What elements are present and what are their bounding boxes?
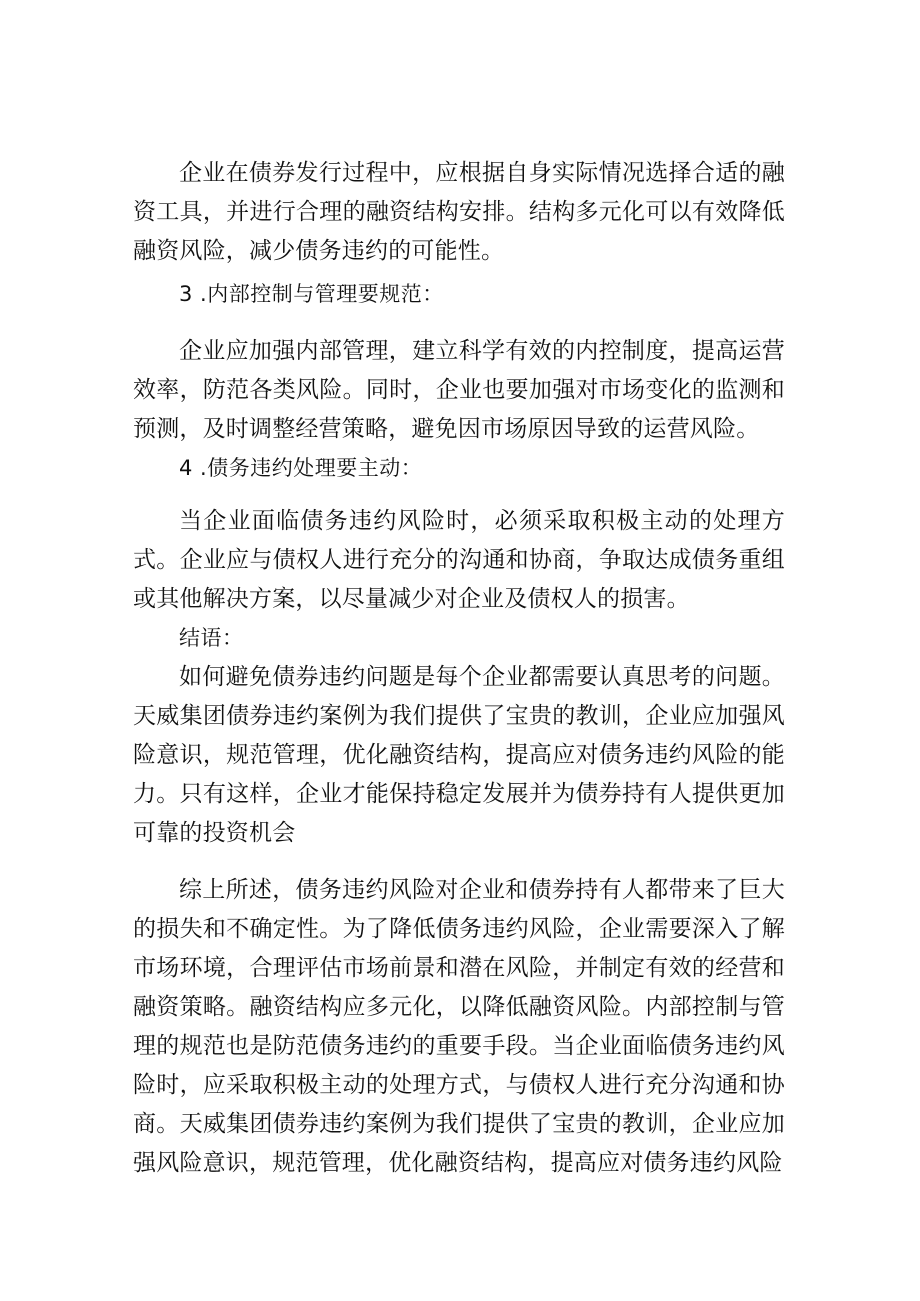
section-heading-default-handling: 4 .债务违约处理要主动： [179,456,423,480]
spacer [133,488,785,502]
conclusion-label: 结语： [179,626,244,650]
paragraph-internal-management: 企业应加强内部管理，建立科学有效的内控制度，提高运营效率，防范各类风险。同时，企业也要加强对市场变化的监测和预测，及时调整经营策略，避免因市场原因导致的运营风险。 [133,338,785,442]
section-heading-internal-control: 3 .内部控制与管理要规范： [179,282,444,306]
spacer [133,853,785,871]
spacer [133,314,785,332]
paragraph-conclusion: 如何避免债券违约问题是每个企业都需要认真思考的问题。天威集团债券违约案例为我们提供了宝贵的教训，企业应加强风险意识，规范管理，优化融资结构，提高应对债务违约风险的能力。只有这样，企业才能保持稳定发展并为债券持有人提供更加可靠的投资机会 [133,664,785,846]
paragraph-default-handling: 当企业面临债务违约风险时，必须采取积极主动的处理方式。企业应与债权人进行充分的沟通和协商，争取达成债务重组或其他解决方案，以尽量减少对企业及债权人的损害。 [133,508,785,612]
paragraph-financing-tools: 企业在债券发行过程中，应根据自身实际情况选择合适的融资工具，并进行合理的融资结构安排。结构多元化可以有效降低融资风险，减少债务违约的可能性。 [133,160,785,264]
document-body [133,154,785,1183]
paragraph-summary: 综上所述，债务违约风险对企业和债券持有人都带来了巨大的损失和不确定性。为了降低债务违约风险，企业需要深入了解市场环境，合理评估市场前景和潜在风险，并制定有效的经营和融资策略。融资结构应多元化，以降低融资风险。内部控制与管理的规范也是防范债务违约的重要手段。当企业面临债务违约风险时，应采取积极主动的处理方式，与债权人进行充分沟通和协商。天威集团债券违约案例为我们提供了宝贵的教训，企业应加强风险意识，规范管理，优化融资结构，提高应对债务违约风险 [133,877,785,1176]
